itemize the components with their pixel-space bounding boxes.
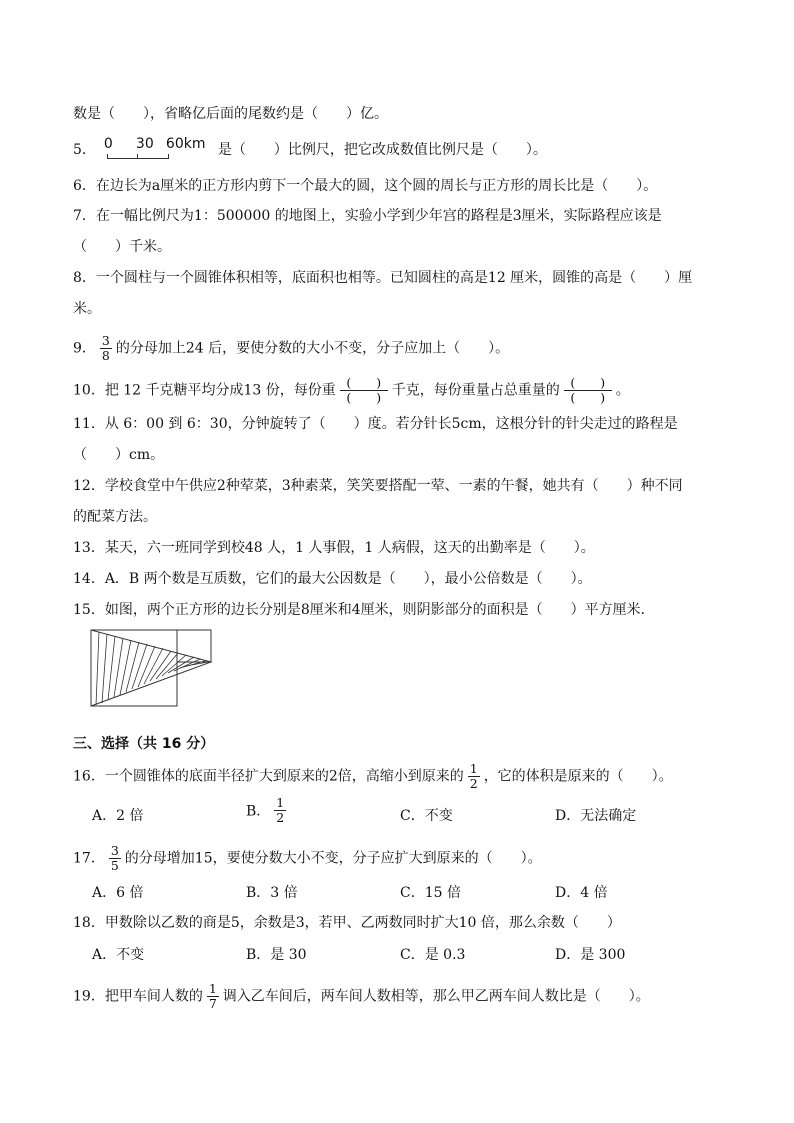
question-17-option-c: C．15 倍 [400,885,461,901]
question-12-line-2: 的配菜方法。 [73,509,157,525]
fraction-numerator: 3 [101,333,110,348]
blank-denominator: ( ) [346,390,382,405]
question-text-b: 调入乙车间后，两车间人数相等，那么甲乙两车间人数比是（ ）。 [222,988,650,1005]
question-number: 9． [73,340,96,357]
question-18-option-a: A．不变 [92,947,145,963]
shaded-triangle [91,630,211,706]
scale-label-30: 30 [135,136,154,152]
question-16-option-c: C．不变 [400,808,453,824]
question-16 [73,762,673,791]
blank-numerator: ( ) [340,376,388,391]
question-4-continued: 数是（ ），省略亿后面的尾数约是（ ）亿。 [73,106,388,122]
question-11-line-2: （ ）cm。 [73,447,165,463]
question-16-option-b [246,796,290,825]
question-7-line-1: 7．在一幅比例尺为1：500000 的地图上，实验小学到少年宫的路程是3厘米，实际路程应该是 [73,208,662,224]
question-text: 的分母增加15，要使分数大小不变，分子应扩大到原来的（ ）。 [124,850,542,867]
blank-fraction-1 [340,376,388,405]
scale-label-0: 0 [103,136,113,152]
question-17-option-d: D．4 倍 [555,885,608,901]
fraction-1-7 [207,982,219,1011]
fraction-3-8 [100,334,112,363]
scale-bar-figure [104,138,212,162]
fraction-numerator: 1 [208,981,217,996]
option-label: B． [246,803,271,820]
blank-numerator: ( ) [564,376,612,391]
scale-bar-tick [137,154,138,159]
fraction-1-2 [274,796,286,825]
question-15: 15．如图，两个正方形的边长分别是8厘米和4厘米，则阴影部分的面积是（ ）平方厘米． [73,602,655,618]
question-text: 的分母加上24 后，要使分数的大小不变，分子应加上（ ）。 [115,340,510,357]
blank-fraction-2 [564,376,612,405]
question-16-option-d: D．无法确定 [555,808,637,824]
question-14: 14．A．B 两个数是互质数，它们的最大公因数是（ ），最小公倍数是（ ）。 [73,571,592,587]
question-17-option-a: A．6 倍 [92,885,144,901]
question-13: 13．某天，六一班同学到校48 人，1 人事假，1 人病假，这天的出勤率是（ ）。 [73,540,595,556]
question-16-option-a: A．2 倍 [92,808,144,824]
question-11-line-1: 11．从 6：00 到 6：30，分钟旋转了（ ）度。若分针长5cm，这根分针的针尖走过的路程是 [73,416,678,432]
section-3-heading: 三、选择（共 16 分） [73,736,215,752]
question-10 [73,376,630,405]
fraction-numerator: 3 [110,843,119,858]
blank-denominator: ( ) [570,390,606,405]
question-17-option-b: B．3 倍 [246,885,298,901]
question-5 [73,138,547,162]
question-17 [73,844,542,873]
question-8-line-2: 米。 [73,301,101,317]
fraction-denominator: 5 [110,858,119,873]
question-18-option-c: C．是 0.3 [400,947,466,963]
scale-label-60km: 60km [165,136,206,152]
question-text-b: 千克，每份重量占总重量的 [391,382,560,399]
question-text-c: 。 [615,382,630,399]
question-text-a: 16．一个圆锥体的底面半径扩大到原来的2倍，高缩小到原来的 [73,768,464,785]
question-text: 是（ ）比例尺，把它改成数值比例尺是（ ）。 [217,142,547,158]
fraction-denominator: 8 [101,348,110,363]
two-squares-shaded-figure [90,629,215,709]
question-18-option-d: D．是 300 [555,947,626,963]
scale-bar-line [107,154,169,159]
question-19 [73,982,650,1011]
question-text-a: 19．把甲车间人数的 [73,988,203,1005]
fraction-1-2 [468,762,480,791]
question-18-option-b: B．是 30 [246,947,307,963]
fraction-numerator: 1 [469,761,478,776]
question-18: 18．甲数除以乙数的商是5，余数是3，若甲、乙两数同时扩大10 倍，那么余数（ ） [73,915,621,931]
question-6: 6．在边长为a厘米的正方形内剪下一个最大的圆，这个圆的周长与正方形的周长比是（ ）。 [73,178,658,194]
fraction-3-5 [109,844,121,873]
question-9 [73,334,509,363]
question-7-line-2: （ ）千米。 [73,239,171,255]
question-number: 17． [73,850,105,867]
question-12-line-1: 12．学校食堂中午供应2种荤菜，3种素菜，笑笑要搭配一荤、一素的午餐，她共有（ ）种不同 [73,478,683,494]
question-text-a: 10．把 12 千克糖平均分成13 份，每份重 [73,382,336,399]
fraction-denominator: 2 [276,810,285,825]
question-8-line-1: 8．一个圆柱与一个圆锥体积相等，底面积也相等。已知圆柱的高是12 厘米，圆锥的高是（ ）厘 [73,270,693,286]
fraction-numerator: 1 [276,795,285,810]
fraction-denominator: 2 [469,776,478,791]
fraction-denominator: 7 [208,996,217,1011]
question-number: 5． [73,142,96,158]
question-text-b: ，它的体积是原来的（ ）。 [483,768,673,785]
hatch-lines [96,632,208,705]
